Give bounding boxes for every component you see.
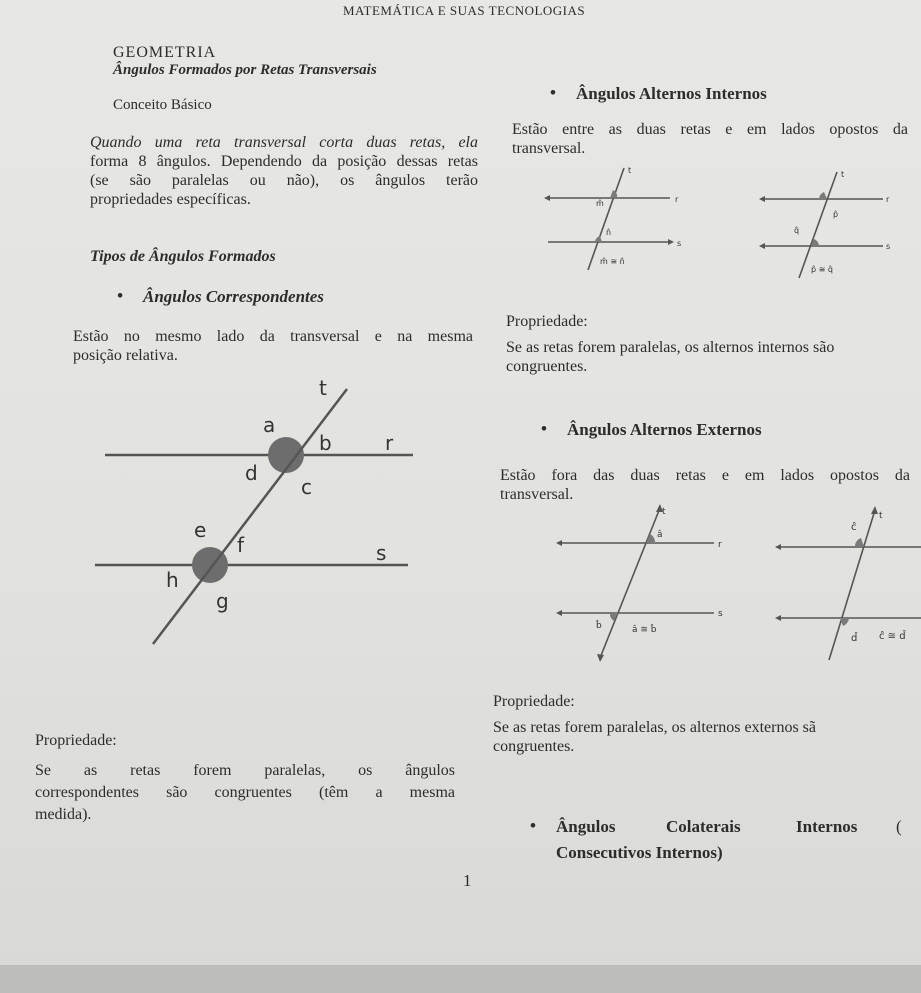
alternos-externos-text: Estão fora das duas retas e em lados opostos da transversal. <box>500 467 910 503</box>
transversal-t <box>588 168 624 270</box>
label-a: a <box>263 413 276 437</box>
label-m: m̂ <box>596 199 604 208</box>
relation-label: m̂ ≅ n̂ <box>600 257 625 266</box>
arrow-s <box>759 243 765 249</box>
page-header: MATEMÁTICA E SUAS TECNOLOGIAS <box>343 3 586 18</box>
label-a: â <box>657 530 663 540</box>
alternos-internos-figure-2 <box>755 166 905 281</box>
alternos-internos-heading: • Ângulos Alternos Internos <box>576 84 767 104</box>
label-b: b̂ <box>596 621 602 631</box>
alternos-externos-property-text: Se as retas forem paralelas, os alternos externos sã congruentes. <box>493 719 816 755</box>
label-r: r <box>718 540 722 550</box>
angle-n-mark <box>595 236 602 242</box>
alternos-externos-property-heading: Propriedade: <box>493 693 575 710</box>
arrow-t-top <box>871 506 878 514</box>
subject-title: GEOMETRIA <box>113 44 217 61</box>
angle-c-mark <box>855 538 864 547</box>
transversal-t <box>153 389 347 644</box>
label-t: t <box>841 170 845 179</box>
arrow-r <box>759 196 765 202</box>
transversal-t <box>600 508 660 658</box>
alternos-externos-figure-2 <box>771 500 921 665</box>
correspondentes-text: Estão no mesmo lado da transversal e na mesma posição relativa. <box>73 328 473 364</box>
label-e: e <box>194 518 207 542</box>
types-heading: Tipos de Ângulos Formados <box>90 248 276 265</box>
label-d: d̂ <box>851 633 858 644</box>
arrow-s <box>668 239 674 245</box>
relation-label: â ≅ b̂ <box>632 625 657 635</box>
alternos-internos-property-heading: Propriedade: <box>506 313 588 330</box>
label-t: t <box>628 166 632 175</box>
relation-label: p̂ ≅ q̂ <box>811 265 833 274</box>
concept-text: Quando uma reta transversal corta duas retas, ela forma 8 ângulos. Dependendo da posição dessas retas (se são paralelas ou não), os ângulos terão propriedades específicas. <box>90 134 478 208</box>
alternos-internos-text: Estão entre as duas retas e em lados opostos da transversal. <box>512 121 908 157</box>
label-c: ĉ <box>851 522 857 533</box>
alternos-externos-figure-1 <box>552 500 737 665</box>
arrow-r <box>544 195 550 201</box>
label-n: n̂ <box>606 228 612 237</box>
label-s: s <box>677 239 682 248</box>
colaterais-heading-line2: Consecutivos Internos) <box>556 843 723 862</box>
label-q: q̂ <box>794 226 800 235</box>
label-t: t <box>879 511 883 521</box>
arrow-t-bottom <box>597 654 604 662</box>
arrow-r <box>775 544 781 550</box>
table-surface <box>0 965 921 993</box>
arrow-r <box>556 540 562 546</box>
transversal-t <box>799 172 837 278</box>
label-b: b <box>319 431 332 455</box>
correspondentes-property-text: Se as retas forem paralelas, os ângulos correspondentes são congruentes (têm a mesma medida). <box>35 762 455 823</box>
correspondentes-heading: • Ângulos Correspondentes <box>143 287 324 307</box>
label-t: t <box>662 507 666 517</box>
label-s: s <box>886 242 891 251</box>
label-h: h <box>166 568 179 592</box>
label-s: s <box>718 609 723 619</box>
label-g: g <box>216 589 229 613</box>
correspondentes-figure <box>95 372 425 652</box>
relation-label: ĉ ≅ d̂ <box>879 631 906 642</box>
alternos-internos-figure-1 <box>540 160 690 275</box>
alternos-internos-property-text: Se as retas forem paralelas, os alternos internos são congruentes. <box>506 339 835 375</box>
label-t: t <box>319 376 327 400</box>
label-r: r <box>886 195 890 204</box>
label-d: d <box>245 461 258 485</box>
section-title: Ângulos Formados por Retas Transversais <box>113 62 377 78</box>
label-r: r <box>675 195 679 204</box>
label-f: f <box>237 533 245 557</box>
label-c: c <box>301 475 312 499</box>
angle-p-mark <box>819 192 827 199</box>
correspondentes-property-heading: Propriedade: <box>35 732 117 749</box>
label-s: s <box>376 541 387 565</box>
alternos-externos-heading: • Ângulos Alternos Externos <box>567 420 762 440</box>
arrow-s <box>556 610 562 616</box>
label-p: p̂ <box>833 210 839 219</box>
arrow-s <box>775 615 781 621</box>
concept-heading: Conceito Básico <box>113 97 212 113</box>
page-number: 1 <box>463 871 472 890</box>
label-r: r <box>385 431 394 455</box>
